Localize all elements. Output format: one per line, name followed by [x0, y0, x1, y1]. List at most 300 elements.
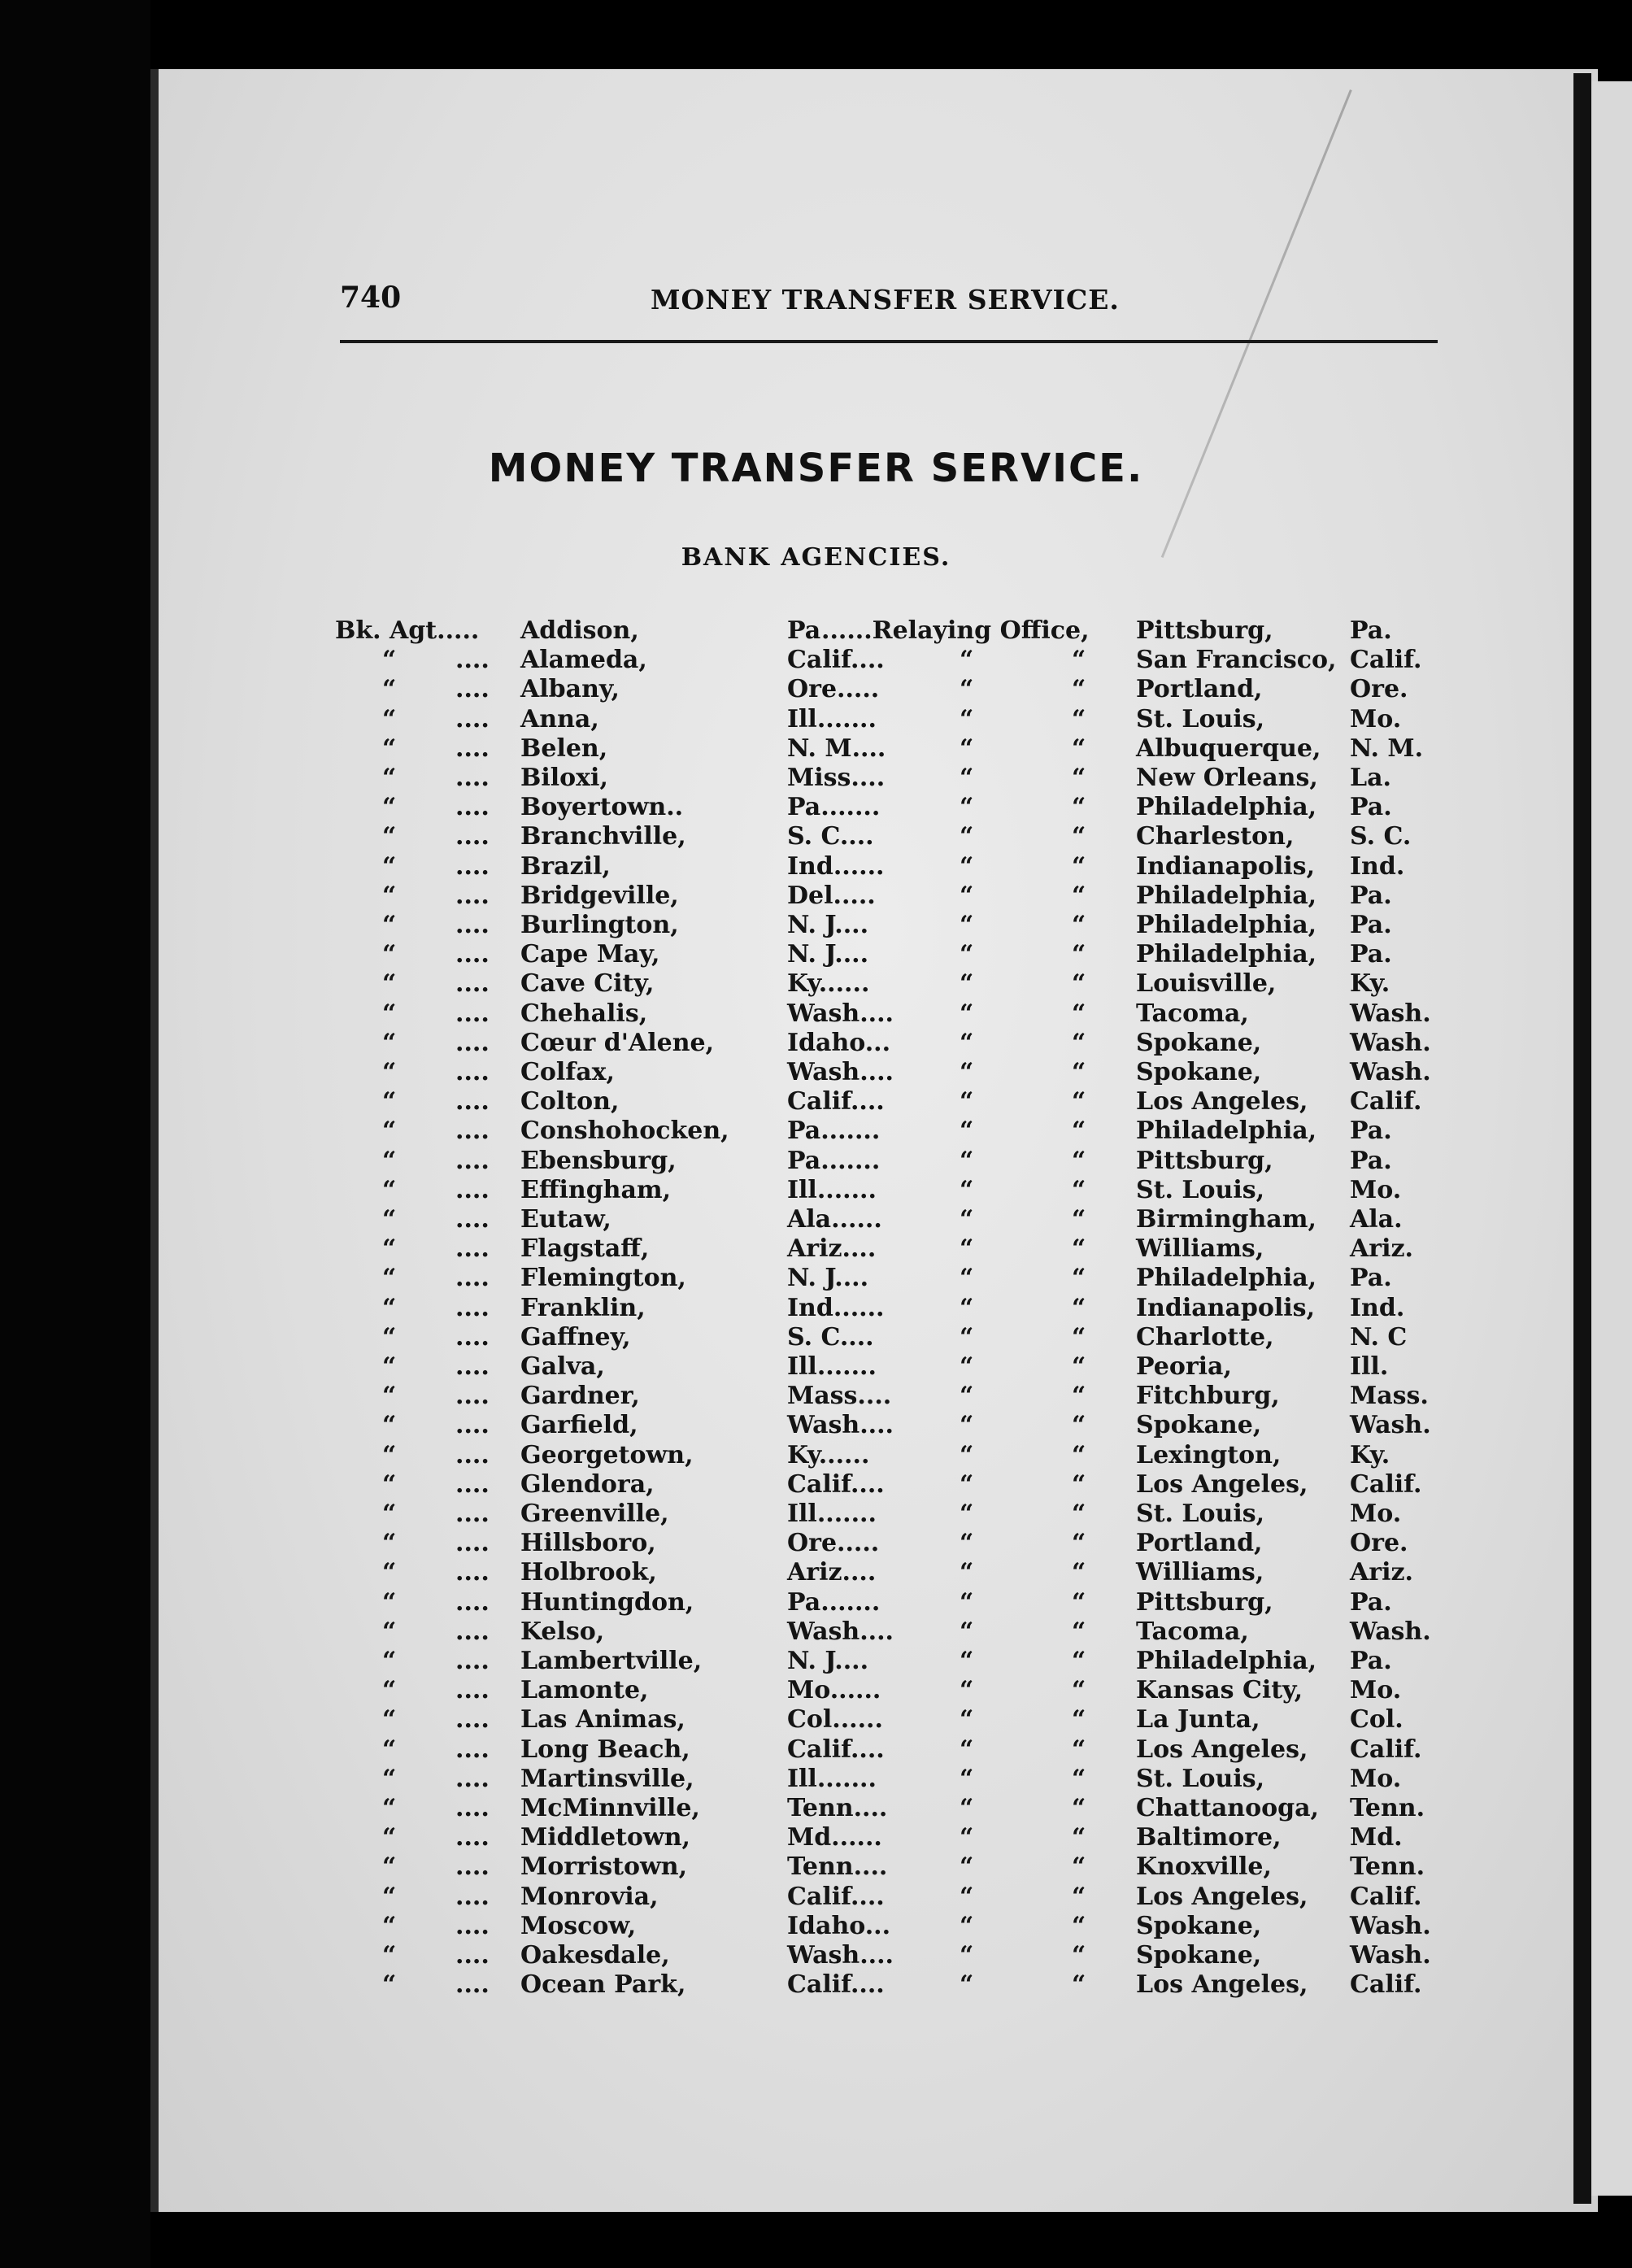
ditto-mark: “: [382, 646, 397, 675]
relaying-city: Louisville,: [1136, 969, 1277, 999]
ditto-mark: “: [382, 1647, 397, 1675]
relaying-city: Peoria,: [1136, 1352, 1232, 1381]
ditto-mark: “: [1072, 1529, 1086, 1558]
table-row: [0, 969, 1632, 999]
town-name: Flagstaff,: [520, 1234, 650, 1264]
relaying-city: Philadelphia,: [1136, 940, 1317, 969]
town-name: Effingham,: [520, 1175, 672, 1204]
town-name: Franklin,: [520, 1293, 646, 1322]
ditto-mark: “: [960, 1647, 974, 1675]
ditto-mark: “: [1072, 1764, 1086, 1793]
ditto-mark: “: [960, 1941, 974, 1970]
table-row: [0, 1264, 1632, 1293]
relaying-city: Spokane,: [1136, 1028, 1262, 1057]
relaying-city: Los Angeles,: [1136, 1469, 1308, 1499]
relaying-state: Ky.: [1350, 1440, 1390, 1469]
ditto-mark: “: [1072, 1558, 1086, 1587]
relaying-state: Ill.: [1350, 1352, 1389, 1381]
leader-dots: ....: [455, 1911, 490, 1940]
relaying-state: Pa.: [1350, 1264, 1392, 1293]
town-name: Gaffney,: [520, 1322, 631, 1352]
table-row: [0, 1294, 1632, 1323]
town-state: Wash....: [787, 1058, 894, 1086]
town-name: Glendora,: [520, 1469, 655, 1499]
town-name: McMinnville,: [520, 1794, 700, 1822]
ditto-mark: “: [960, 1382, 974, 1411]
leader-dots: ....: [455, 911, 490, 939]
town-state: Calif....: [787, 1087, 885, 1117]
ditto-mark: “: [960, 1440, 974, 1469]
ditto-mark: “: [382, 1175, 397, 1204]
relaying-state: Ore.: [1350, 1529, 1408, 1558]
ditto-mark: “: [1072, 851, 1086, 881]
relaying-city: Charleston,: [1136, 822, 1295, 851]
town-state: Ky......: [787, 969, 870, 999]
town-name: Addison,: [520, 616, 639, 645]
ditto-mark: “: [960, 1469, 974, 1499]
relaying-city: Fitchburg,: [1136, 1382, 1280, 1411]
table-row: [0, 882, 1632, 911]
ditto-mark: “: [382, 1146, 397, 1175]
ditto-mark: “: [1072, 1852, 1086, 1882]
relaying-state: Calif.: [1350, 1469, 1422, 1499]
ditto-mark: “: [382, 734, 397, 763]
ditto-mark: “: [960, 1970, 974, 2000]
leader-dots: ....: [455, 1941, 490, 1970]
town-name: Branchville,: [520, 822, 686, 851]
table-row: [0, 1529, 1632, 1558]
ditto-mark: “: [382, 1087, 397, 1117]
town-state: Col......: [787, 1705, 883, 1735]
town-name: Lambertville,: [520, 1647, 703, 1675]
relaying-state: Wash.: [1350, 1617, 1431, 1646]
ditto-mark: “: [382, 999, 397, 1028]
ditto-mark: “: [960, 851, 974, 881]
town-state: N. J....: [787, 940, 869, 969]
ditto-mark: “: [382, 1882, 397, 1911]
ditto-mark: “: [960, 1058, 974, 1086]
town-state: N. M....: [787, 734, 886, 763]
town-state: Pa.......: [787, 1117, 881, 1146]
table-row: [0, 940, 1632, 969]
relaying-state: N. M.: [1350, 734, 1424, 763]
leader-dots: ....: [455, 1352, 490, 1381]
town-state: S. C....: [787, 822, 874, 851]
relaying-state: Wash.: [1350, 1028, 1431, 1057]
relaying-state: Pa.: [1350, 1146, 1392, 1175]
ditto-mark: “: [1072, 1028, 1086, 1057]
town-name: Cœur d'Alene,: [520, 1028, 715, 1057]
town-name: Brazil,: [520, 851, 611, 881]
page-title: MONEY TRANSFER SERVICE.: [488, 446, 1144, 491]
leader-dots: ....: [455, 1823, 490, 1852]
ditto-mark: “: [382, 1558, 397, 1587]
leader-dots: ....: [455, 1647, 490, 1675]
ditto-mark: “: [1072, 646, 1086, 675]
table-row: [0, 1852, 1632, 1882]
ditto-mark: “: [960, 704, 974, 734]
town-name: Biloxi,: [520, 764, 608, 792]
leader-dots: ....: [455, 1500, 490, 1528]
table-row: [0, 1941, 1632, 1970]
ditto-mark: “: [1072, 704, 1086, 734]
ditto-mark: “: [960, 940, 974, 969]
ditto-mark: “: [382, 1411, 397, 1440]
relaying-city: Spokane,: [1136, 1911, 1262, 1940]
table-row: [0, 1735, 1632, 1765]
town-state: Wash....: [787, 1617, 894, 1646]
relaying-state: Pa.: [1350, 940, 1392, 969]
town-state: Calif....: [787, 1970, 885, 2000]
relaying-state: Ariz.: [1350, 1558, 1413, 1587]
ditto-mark: “: [960, 911, 974, 939]
ditto-mark: “: [1072, 999, 1086, 1028]
ditto-mark: “: [382, 881, 397, 910]
leader-dots: ....: [455, 1469, 490, 1499]
town-name: Colton,: [520, 1087, 620, 1117]
ditto-mark: “: [960, 1529, 974, 1558]
relaying-state: Mo.: [1350, 1175, 1402, 1204]
relaying-city: Spokane,: [1136, 1411, 1262, 1440]
ditto-mark: “: [382, 1322, 397, 1352]
town-state: Ill.......: [787, 704, 877, 734]
relaying-state: Mo.: [1350, 1764, 1402, 1793]
leader-dots: ....: [455, 1617, 490, 1646]
relaying-city: Knoxville,: [1136, 1852, 1272, 1882]
town-name: Albany,: [520, 675, 620, 704]
ditto-mark: “: [960, 1322, 974, 1352]
ditto-mark: “: [382, 851, 397, 881]
ditto-mark: “: [382, 1735, 397, 1764]
table-row: [0, 1912, 1632, 1941]
ditto-mark: “: [382, 1794, 397, 1822]
relaying-city: Los Angeles,: [1136, 1087, 1308, 1117]
town-state: Wash....: [787, 999, 894, 1028]
table-row: [0, 1765, 1632, 1794]
ditto-mark: “: [382, 1205, 397, 1234]
ditto-mark: “: [1072, 675, 1086, 704]
town-state: Wash....: [787, 1411, 894, 1440]
relaying-state: La.: [1350, 764, 1391, 792]
ditto-mark: “: [382, 1500, 397, 1528]
town-name: Ebensburg,: [520, 1146, 677, 1175]
town-state: Md......: [787, 1823, 882, 1852]
relaying-city: Indianapolis,: [1136, 851, 1316, 881]
table-row: [0, 1588, 1632, 1617]
table-row: [0, 1058, 1632, 1087]
relaying-city: Birmingham,: [1136, 1205, 1316, 1234]
ditto-mark: “: [960, 675, 974, 704]
leader-dots: ....: [455, 1529, 490, 1558]
ditto-mark: “: [960, 1911, 974, 1940]
relaying-city: Philadelphia,: [1136, 1264, 1317, 1293]
leader-dots: ....: [455, 1264, 490, 1293]
ditto-mark: “: [960, 1558, 974, 1587]
ditto-mark: “: [382, 1970, 397, 2000]
town-name: Lamonte,: [520, 1676, 649, 1705]
leader-dots: ....: [455, 704, 490, 734]
town-state: S. C....: [787, 1322, 874, 1352]
table-row: [0, 705, 1632, 734]
ditto-mark: “: [960, 1823, 974, 1852]
relaying-state: Md.: [1350, 1823, 1403, 1852]
relaying-state: Pa.: [1350, 1587, 1392, 1617]
table-row: [0, 1500, 1632, 1529]
table-row: [0, 1558, 1632, 1587]
relaying-city: Charlotte,: [1136, 1322, 1274, 1352]
ditto-mark: “: [1072, 1234, 1086, 1264]
ditto-mark: “: [382, 793, 397, 822]
town-name: Hillsboro,: [520, 1529, 656, 1558]
ditto-mark: “: [1072, 1058, 1086, 1086]
relaying-city: Philadelphia,: [1136, 881, 1317, 910]
ditto-mark: “: [1072, 1617, 1086, 1646]
town-state: Calif....: [787, 646, 885, 675]
ditto-mark: “: [1072, 1823, 1086, 1852]
town-name: Martinsville,: [520, 1764, 694, 1793]
table-row: [0, 793, 1632, 822]
relaying-state: Ky.: [1350, 969, 1390, 999]
ditto-mark: “: [1072, 734, 1086, 763]
relaying-state: Ind.: [1350, 1293, 1405, 1322]
ditto-mark: “: [382, 1382, 397, 1411]
ditto-mark: “: [382, 1440, 397, 1469]
ditto-mark: “: [382, 1587, 397, 1617]
ditto-mark: “: [382, 911, 397, 939]
ditto-mark: “: [960, 1794, 974, 1822]
leader-dots: ....: [455, 1146, 490, 1175]
ditto-mark: “: [382, 1617, 397, 1646]
ditto-mark: “: [382, 1911, 397, 1940]
ditto-mark: “: [960, 1500, 974, 1528]
town-state: Idaho...: [787, 1911, 891, 1940]
ditto-mark: “: [960, 793, 974, 822]
town-state: Ill.......: [787, 1500, 877, 1528]
ditto-mark: “: [1072, 1676, 1086, 1705]
relaying-state: Ore.: [1350, 675, 1408, 704]
leader-dots: ....: [455, 881, 490, 910]
ditto-mark: “: [1072, 764, 1086, 792]
relaying-city: Philadelphia,: [1136, 793, 1317, 822]
ditto-mark: “: [960, 881, 974, 910]
town-name: Oakesdale,: [520, 1941, 670, 1970]
ditto-mark: “: [1072, 1264, 1086, 1293]
relaying-state: S. C.: [1350, 822, 1412, 851]
town-name: Conshohocken,: [520, 1117, 729, 1146]
relaying-state: Tenn.: [1350, 1794, 1425, 1822]
table-row: [0, 822, 1632, 851]
relaying-state: Pa.: [1350, 911, 1392, 939]
ditto-mark: “: [1072, 1882, 1086, 1911]
ditto-mark: “: [960, 1146, 974, 1175]
leader-dots: ....: [455, 764, 490, 792]
ditto-mark: “: [382, 822, 397, 851]
relaying-state: Wash.: [1350, 1411, 1431, 1440]
town-state: Ariz....: [787, 1234, 877, 1264]
leader-dots: ....: [455, 1440, 490, 1469]
relaying-city: Indianapolis,: [1136, 1293, 1316, 1322]
page-number: 740: [340, 281, 402, 315]
table-row: [0, 1176, 1632, 1205]
ditto-mark: “: [960, 1411, 974, 1440]
table-row: [0, 764, 1632, 793]
agency-prefix: Bk. Agt.....: [335, 616, 480, 645]
town-state: Calif....: [787, 1882, 885, 1911]
relaying-state: Mo.: [1350, 704, 1402, 734]
relaying-city: Los Angeles,: [1136, 1735, 1308, 1764]
ditto-mark: “: [382, 1941, 397, 1970]
ditto-mark: “: [960, 1087, 974, 1117]
ditto-mark: “: [1072, 1322, 1086, 1352]
table-row: [0, 675, 1632, 704]
leader-dots: ....: [455, 646, 490, 675]
ditto-mark: “: [1072, 1500, 1086, 1528]
ditto-mark: “: [960, 822, 974, 851]
ditto-mark: “: [960, 1293, 974, 1322]
relaying-city: St. Louis,: [1136, 1764, 1265, 1793]
ditto-mark: “: [1072, 822, 1086, 851]
ditto-mark: “: [960, 999, 974, 1028]
town-state: Pa.......: [787, 793, 881, 822]
town-name: Long Beach,: [520, 1735, 690, 1764]
table-row: [0, 1323, 1632, 1352]
relaying-city: Baltimore,: [1136, 1823, 1282, 1852]
table-row: [0, 1647, 1632, 1676]
leader-dots: ....: [455, 1970, 490, 2000]
relaying-city: Los Angeles,: [1136, 1882, 1308, 1911]
town-state: Mass....: [787, 1382, 892, 1411]
relaying-state: Wash.: [1350, 999, 1431, 1028]
ditto-mark: “: [1072, 1735, 1086, 1764]
ditto-mark: “: [960, 1852, 974, 1882]
ditto-mark: “: [1072, 1146, 1086, 1175]
ditto-mark: “: [960, 969, 974, 999]
leader-dots: ....: [455, 1735, 490, 1764]
relaying-city: Tacoma,: [1136, 1617, 1249, 1646]
town-name: Boyertown..: [520, 793, 684, 822]
ditto-mark: “: [1072, 1117, 1086, 1146]
town-name: Colfax,: [520, 1058, 615, 1086]
relaying-city: St. Louis,: [1136, 704, 1265, 734]
section-title: BANK AGENCIES.: [681, 543, 951, 572]
leader-dots: ....: [455, 793, 490, 822]
ditto-mark: “: [382, 1117, 397, 1146]
relaying-state: Ariz.: [1350, 1234, 1413, 1264]
relaying-city: Chattanooga,: [1136, 1794, 1319, 1822]
table-row: [0, 734, 1632, 764]
leader-dots: ....: [455, 1411, 490, 1440]
leader-dots: ....: [455, 1852, 490, 1882]
table-row: [0, 1087, 1632, 1117]
town-name: Huntingdon,: [520, 1587, 694, 1617]
ditto-mark: “: [1072, 1794, 1086, 1822]
ditto-mark: “: [960, 1764, 974, 1793]
ditto-mark: “: [382, 1469, 397, 1499]
table-row: [0, 1676, 1632, 1705]
town-state: Ky......: [787, 1440, 870, 1469]
town-state: Ind......: [787, 851, 885, 881]
relaying-state: Ala.: [1350, 1205, 1403, 1234]
town-state: Ala......: [787, 1205, 882, 1234]
ditto-mark: “: [960, 734, 974, 763]
town-state: N. J....: [787, 911, 869, 939]
town-name: Cave City,: [520, 969, 655, 999]
ditto-mark: “: [1072, 911, 1086, 939]
town-state: N. J....: [787, 1264, 869, 1293]
town-name: Las Animas,: [520, 1705, 685, 1735]
relaying-city: Pittsburg,: [1136, 1587, 1273, 1617]
ditto-mark: “: [960, 1205, 974, 1234]
town-state: Del.....: [787, 881, 876, 910]
ditto-mark: “: [1072, 969, 1086, 999]
relaying-state: Pa.: [1350, 1117, 1392, 1146]
ditto-mark: “: [960, 1617, 974, 1646]
relaying-city: St. Louis,: [1136, 1500, 1265, 1528]
ditto-mark: “: [960, 764, 974, 792]
town-name: Georgetown,: [520, 1440, 694, 1469]
leader-dots: ....: [455, 1322, 490, 1352]
town-state: Ill.......: [787, 1175, 877, 1204]
table-row: [0, 1823, 1632, 1852]
town-name: Ocean Park,: [520, 1970, 686, 2000]
ditto-mark: “: [960, 1234, 974, 1264]
leader-dots: ....: [455, 1587, 490, 1617]
relaying-state: Calif.: [1350, 1735, 1422, 1764]
town-name: Holbrook,: [520, 1558, 657, 1587]
leader-dots: ....: [455, 1794, 490, 1822]
relaying-state: Mo.: [1350, 1500, 1402, 1528]
town-name: Middletown,: [520, 1823, 690, 1852]
town-name: Morristown,: [520, 1852, 688, 1882]
table-row: [0, 1705, 1632, 1735]
ditto-mark: “: [960, 1735, 974, 1764]
ditto-mark: “: [382, 969, 397, 999]
town-name: Alameda,: [520, 646, 647, 675]
leader-dots: ....: [455, 1028, 490, 1057]
relaying-city: Philadelphia,: [1136, 911, 1317, 939]
leader-dots: ....: [455, 1175, 490, 1204]
ditto-mark: “: [960, 1676, 974, 1705]
ditto-mark: “: [382, 704, 397, 734]
town-name: Garfield,: [520, 1411, 638, 1440]
leader-dots: ....: [455, 1087, 490, 1117]
table-row: [0, 1205, 1632, 1234]
table-row: [0, 852, 1632, 882]
relaying-city: Lexington,: [1136, 1440, 1282, 1469]
ditto-mark: “: [1072, 1941, 1086, 1970]
ditto-mark: “: [382, 764, 397, 792]
ditto-mark: “: [1072, 1175, 1086, 1204]
relaying-state: Pa.: [1350, 616, 1392, 645]
relaying-state: Calif.: [1350, 646, 1422, 675]
town-state: Pa.......: [787, 1587, 881, 1617]
leader-dots: ....: [455, 1705, 490, 1735]
town-name: Chehalis,: [520, 999, 648, 1028]
relaying-city: Tacoma,: [1136, 999, 1249, 1028]
running-title: MONEY TRANSFER SERVICE.: [651, 284, 1120, 316]
ditto-mark: “: [960, 1175, 974, 1204]
relaying-city: St. Louis,: [1136, 1175, 1265, 1204]
table-row: [0, 1883, 1632, 1912]
ditto-mark: “: [1072, 1970, 1086, 2000]
ditto-mark: “: [1072, 1705, 1086, 1735]
ditto-mark: “: [382, 1852, 397, 1882]
relaying-office-label: ......Relaying Office,: [821, 616, 1090, 645]
relaying-state: Calif.: [1350, 1882, 1422, 1911]
ditto-mark: “: [1072, 1911, 1086, 1940]
town-state: Ill.......: [787, 1764, 877, 1793]
town-name: Bridgeville,: [520, 881, 679, 910]
